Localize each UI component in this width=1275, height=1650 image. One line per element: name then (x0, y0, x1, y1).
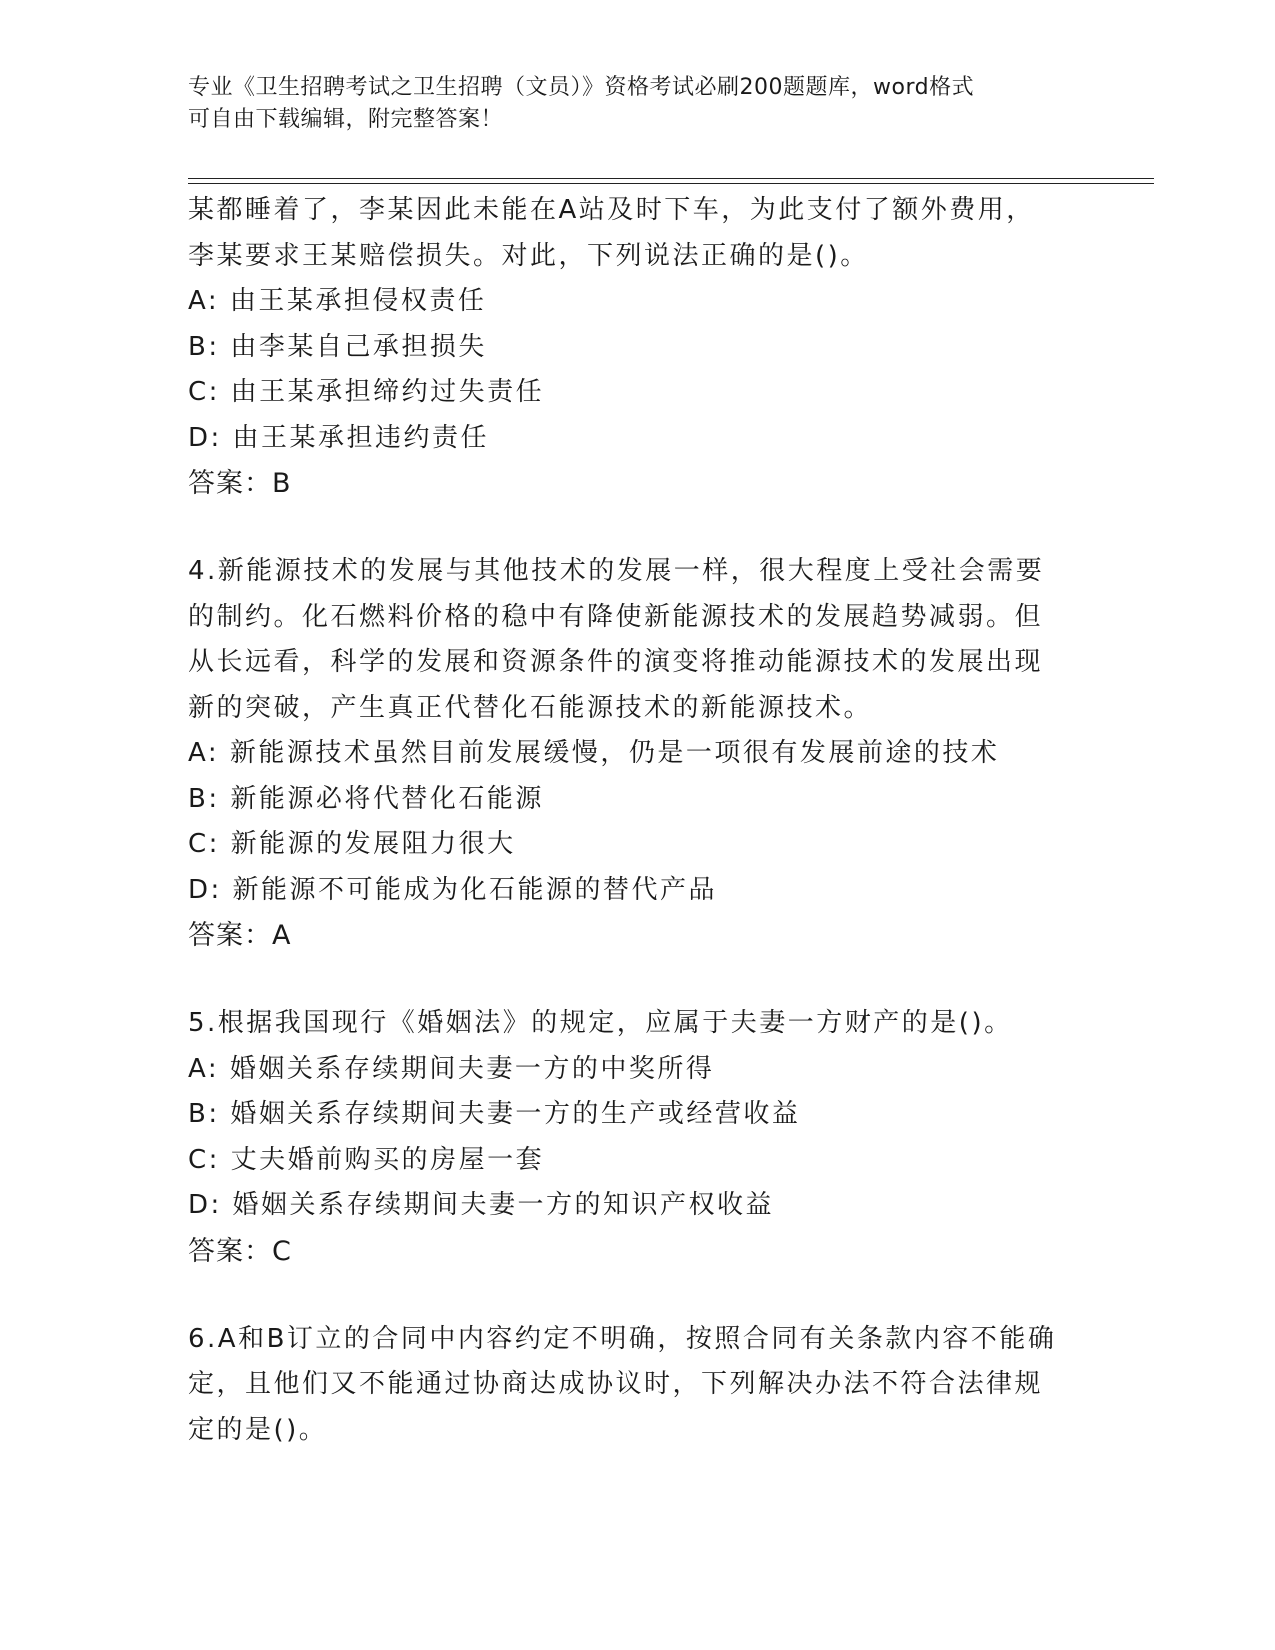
question-4 (188, 549, 1088, 959)
question-stem-line: 定的是()。 (188, 1414, 328, 1445)
question-stem-line: 新的突破，产生真正代替化石能源技术的新能源技术。 (188, 692, 873, 723)
header-title-line-2: 可自由下载编辑，附完整答案！ (188, 107, 504, 132)
header-divider-bottom (188, 183, 1154, 184)
question-3 (188, 188, 1088, 507)
option-d: D: 由王某承担违约责任 (188, 422, 490, 453)
header-divider-top (188, 178, 1154, 179)
option-b: B: 由李某自己承担损失 (188, 331, 487, 362)
option-d: D: 新能源不可能成为化石能源的替代产品 (188, 874, 718, 905)
header-title-line-1: 专业《卫生招聘考试之卫生招聘（文员）》资格考试必刷200题题库，word格式 (188, 75, 975, 100)
question-stem-line: 5.根据我国现行《婚姻法》的规定，应属于夫妻一方财产的是()。 (188, 1008, 1013, 1038)
question-stem-line: 李某要求王某赔偿损失。对此，下列说法正确的是()。 (188, 240, 869, 271)
answer-label: 答案：C (188, 1235, 292, 1267)
option-d: D: 婚姻关系存续期间夫妻一方的知识产权收益 (188, 1190, 775, 1220)
answer-label: 答案：B (188, 468, 292, 499)
option-c: C: 新能源的发展阻力很大 (188, 829, 516, 859)
question-stem-line: 6.A和B订立的合同中内容约定不明确，按照合同有关条款内容不能确 (188, 1323, 1057, 1354)
spacer (188, 959, 1088, 1001)
option-a: A: 婚姻关系存续期间夫妻一方的中奖所得 (188, 1053, 715, 1084)
option-a: A: 由王某承担侵权责任 (188, 286, 487, 316)
question-stem-line: 的制约。化石燃料价格的稳中有降使新能源技术的发展趋势减弱。但 (188, 601, 1044, 632)
option-a: A: 新能源技术虽然目前发展缓慢，仍是一项很有发展前途的技术 (188, 738, 1000, 768)
option-c: C: 丈夫婚前购买的房屋一套 (188, 1144, 545, 1175)
spacer (188, 1275, 1088, 1317)
document-header (188, 72, 1068, 136)
spacer (188, 507, 1088, 549)
question-stem-line: 从长远看，科学的发展和资源条件的演变将推动能源技术的发展出现 (188, 647, 1044, 677)
option-b: B: 新能源必将代替化石能源 (188, 783, 544, 814)
question-6 (188, 1317, 1088, 1454)
option-c: C: 由王某承担缔约过失责任 (188, 377, 545, 407)
document-body (188, 188, 1088, 1453)
option-b: B: 婚姻关系存续期间夫妻一方的生产或经营收益 (188, 1099, 801, 1129)
answer-label: 答案：A (188, 920, 292, 951)
question-5 (188, 1001, 1088, 1275)
question-stem-line: 4.新能源技术的发展与其他技术的发展一样，很大程度上受社会需要 (188, 556, 1045, 586)
question-stem-line: 定，且他们又不能通过协商达成协议时，下列解决办法不符合法律规 (188, 1369, 1044, 1399)
question-stem-line: 某都睡着了，李某因此未能在A站及时下车，为此支付了额外费用， (188, 195, 1035, 225)
